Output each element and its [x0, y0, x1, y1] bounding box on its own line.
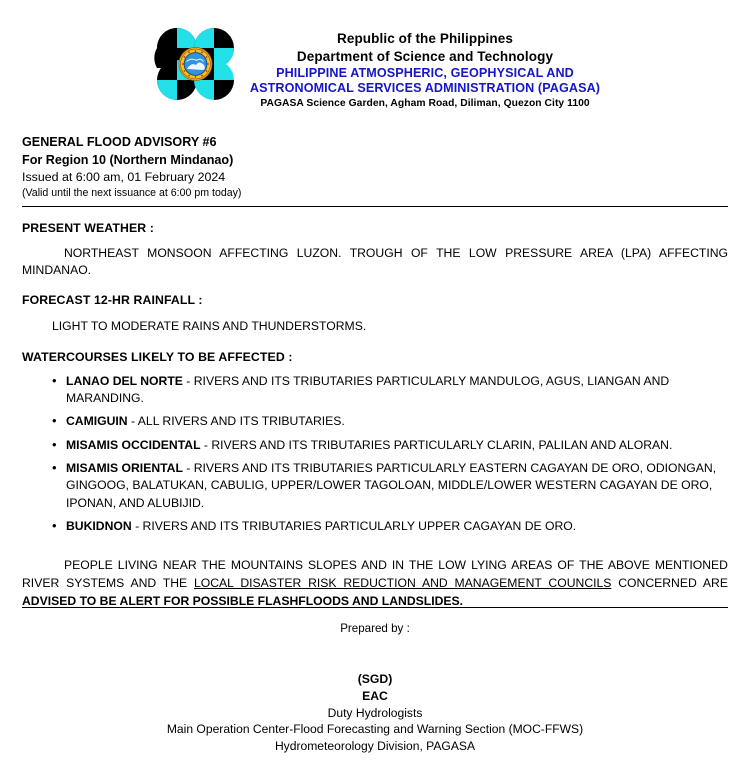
watercourse-detail: - ALL RIVERS AND ITS TRIBUTARIES.: [127, 414, 345, 429]
watercourse-province: MISAMIS ORIENTAL: [66, 461, 183, 476]
watercourse-item: [52, 373, 728, 408]
pagasa-logo: [150, 24, 242, 104]
watercourse-province: MISAMIS OCCIDENTAL: [66, 437, 201, 452]
agency-line-1: PHILIPPINE ATMOSPHERIC, GEOPHYSICAL AND: [276, 65, 574, 80]
signatory-division: Hydrometeorology Division, PAGASA: [274, 739, 476, 754]
advisory-issued: Issued at 6:00 am, 01 February 2024: [22, 170, 226, 185]
watercourse-province: BUKIDNON: [66, 519, 132, 534]
watercourse-item: [52, 518, 728, 535]
watercourse-detail: - RIVERS AND ITS TRIBUTARIES PARTICULARLY UPPER CAGAYAN DE ORO.: [131, 519, 577, 534]
closing-section: [22, 557, 728, 611]
watercourse-detail: - RIVERS AND ITS TRIBUTARIES PARTICULARLY EASTERN CAGAYAN DE ORO, ODIONGAN, GINGOOG, BALATUKAN, CABULIG, UPPER/LOWER TAGOLOAN, MIDDLE/LOWER WESTERN CAGAYAN DE ORO, IPONAN, AND ALUBIJID.: [66, 461, 717, 510]
signature-block: [22, 671, 728, 755]
footer-divider: [22, 607, 728, 608]
watercourse-detail: - RIVERS AND ITS TRIBUTARIES PARTICULARLY CLARIN, PALILAN AND ALORAN.: [200, 437, 673, 452]
advisory-validity: (Valid until the next issuance at 6:00 pm today): [22, 187, 242, 200]
advisory-header: [22, 134, 728, 206]
advisory-title: GENERAL FLOOD ADVISORY #6: [22, 135, 217, 150]
watercourses-heading: WATERCOURSES LIKELY TO BE AFFECTED :: [22, 349, 293, 364]
present-weather-heading: PRESENT WEATHER :: [22, 220, 154, 235]
watercourse-province: CAMIGUIN: [66, 414, 128, 429]
signatory-role: Duty Hydrologists: [327, 705, 423, 720]
closing-part-2: CONCERNED ARE: [611, 576, 728, 591]
letterhead: [22, 0, 728, 118]
closing-paragraph: [22, 557, 728, 611]
prepared-by-label: Prepared by :: [340, 622, 410, 635]
signature-sgd: (SGD): [357, 672, 393, 686]
letterhead-text: [250, 22, 600, 112]
present-weather-text: NORTHEAST MONSOON AFFECTING LUZON. TROUGH OF THE LOW PRESSURE AREA (LPA) AFFECTING MINDANAO.: [22, 245, 728, 278]
watercourse-detail: - RIVERS AND ITS TRIBUTARIES PARTICULARLY MANDULOG, AGUS, LIANGAN AND MARANDING.: [66, 373, 670, 406]
pagasa-logo-icon: [150, 24, 242, 104]
signatory-name: EAC: [362, 688, 388, 703]
watercourse-item: [52, 413, 728, 430]
signatory-office: Main Operation Center-Flood Forecasting and Warning Section (MOC-FFWS): [166, 722, 584, 737]
footer: [22, 607, 728, 755]
watercourses-list: [22, 373, 728, 536]
forecast-heading: FORECAST 12-HR RAINFALL :: [22, 293, 203, 308]
advisory-region: For Region 10 (Northern Mindanao): [22, 152, 234, 167]
forecast-text: LIGHT TO MODERATE RAINS AND THUNDERSTORMS.: [52, 319, 367, 334]
pagasa-seal-icon: [179, 48, 212, 81]
header-divider: [22, 206, 728, 207]
closing-bold-warning: ADVISED TO BE ALERT FOR POSSIBLE FLASHFLOODS AND LANDSLIDES.: [22, 594, 464, 609]
watercourse-item: [52, 437, 728, 454]
watercourse-province: LANAO DEL NORTE: [66, 373, 183, 388]
closing-part-1: PEOPLE LIVING NEAR THE MOUNTAINS SLOPES AND IN THE LOW LYING AREAS OF THE ABOVE MENTIONED RIVER SYSTEMS AND THE: [22, 558, 728, 591]
agency-line-2: ASTRONOMICAL SERVICES ADMINISTRATION (PAGASA): [249, 81, 601, 96]
watercourse-item: [52, 460, 728, 512]
agency-address: PAGASA Science Garden, Agham Road, Diliman, Quezon City 1100: [260, 98, 590, 110]
closing-underlined-councils: LOCAL DISASTER RISK REDUCTION AND MANAGEMENT COUNCILS: [193, 576, 612, 591]
republic-line: Republic of the Philippines: [337, 31, 513, 46]
department-line: Department of Science and Technology: [296, 48, 554, 64]
